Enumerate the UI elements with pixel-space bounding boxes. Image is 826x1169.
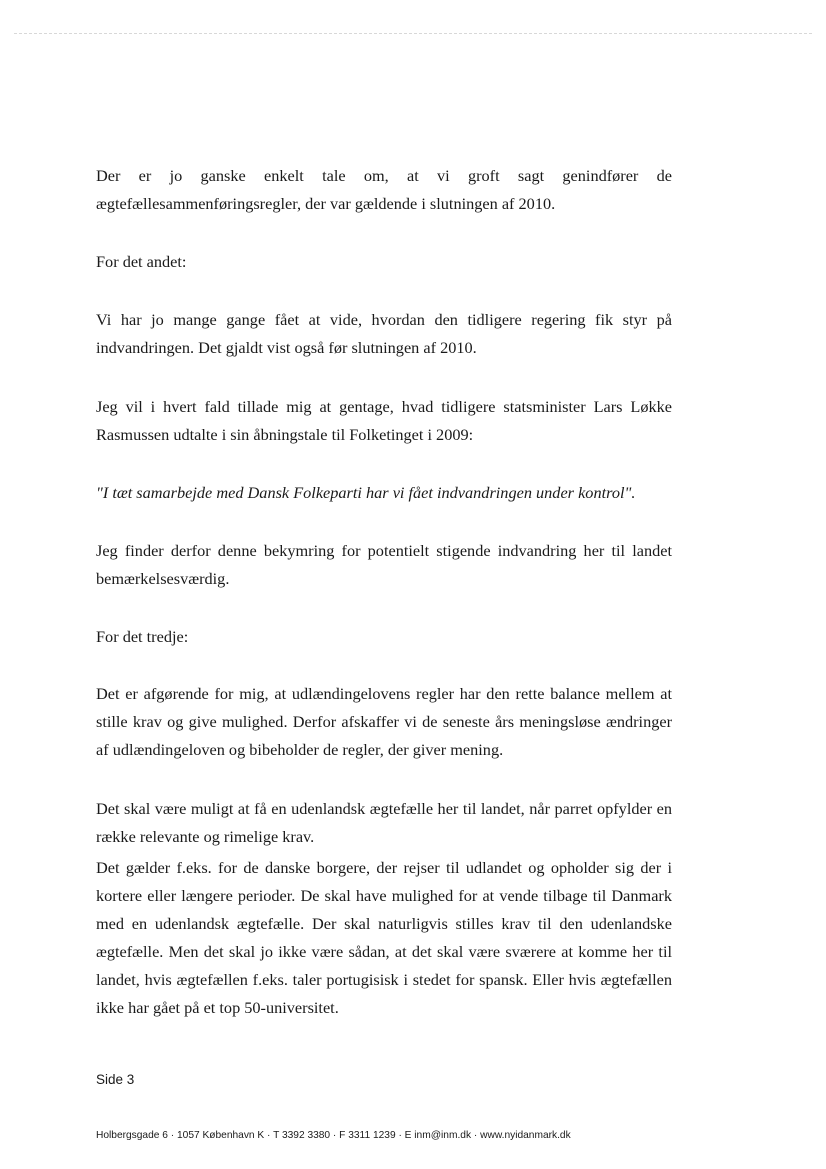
quote-paragraph: "I tæt samarbejde med Dansk Folkeparti har vi fået indvandringen under kontrol". bbox=[96, 483, 636, 502]
paragraph-10: Det gælder f.eks. for de danske borgere, der rejser til udlandet og opholder sig der i kortere eller længere perioder. De skal have mulighed for at vende tilbage til Danmark med en udenlandsk ægtefælle. Der skal naturligvis stilles krav til den udenlandske ægtefælle. Men det skal jo ikke være sådan, at det skal være sværere at komme her til landet, hvis ægtefællen f.eks. taler portugisisk i stedet for spansk. Eller hvis ægtefællen ikke har gået på et top 50-universitet. bbox=[96, 858, 672, 1017]
paragraph-7-heading: For det tredje: bbox=[96, 627, 189, 646]
paragraph-8: Det er afgørende for mig, at udlændingelovens regler har den rette balance mellem at stille krav og give mulighed. Derfor afskaffer vi de seneste års meningsløse ændringer af udlændingeloven og bibeholder de regler, der giver mening. bbox=[96, 684, 672, 759]
paragraph-6: Jeg finder derfor denne bekymring for potentielt stigende indvandring her til landet bemærkelsesværdig. bbox=[96, 541, 672, 588]
paragraph-1: Der er jo ganske enkelt tale om, at vi groft sagt genindfører de ægtefællesammenføringsregler, der var gældende i slutningen af 2010. bbox=[96, 166, 672, 213]
paragraph-2-heading: For det andet: bbox=[96, 252, 187, 271]
paragraph-3: Vi har jo mange gange fået at vide, hvordan den tidligere regering fik styr på indvandringen. Det gjaldt vist også før slutningen af 2010. bbox=[96, 310, 672, 357]
footer-address: Holbergsgade 6 · 1057 København K · T 3392 3380 · F 3311 1239 · E inm@inm.dk · www.nyidanmark.dk bbox=[96, 1130, 571, 1141]
page-number: Side 3 bbox=[96, 1072, 135, 1087]
paragraph-9: Det skal være muligt at få en udenlandsk ægtefælle her til landet, når parret opfylder en række relevante og rimelige krav. bbox=[96, 799, 672, 846]
paragraph-4: Jeg vil i hvert fald tillade mig at gentage, hvad tidligere statsminister Lars Løkke Rasmussen udtalte i sin åbningstale til Folketinget i 2009: bbox=[96, 397, 672, 444]
scan-edge-line bbox=[14, 33, 812, 34]
